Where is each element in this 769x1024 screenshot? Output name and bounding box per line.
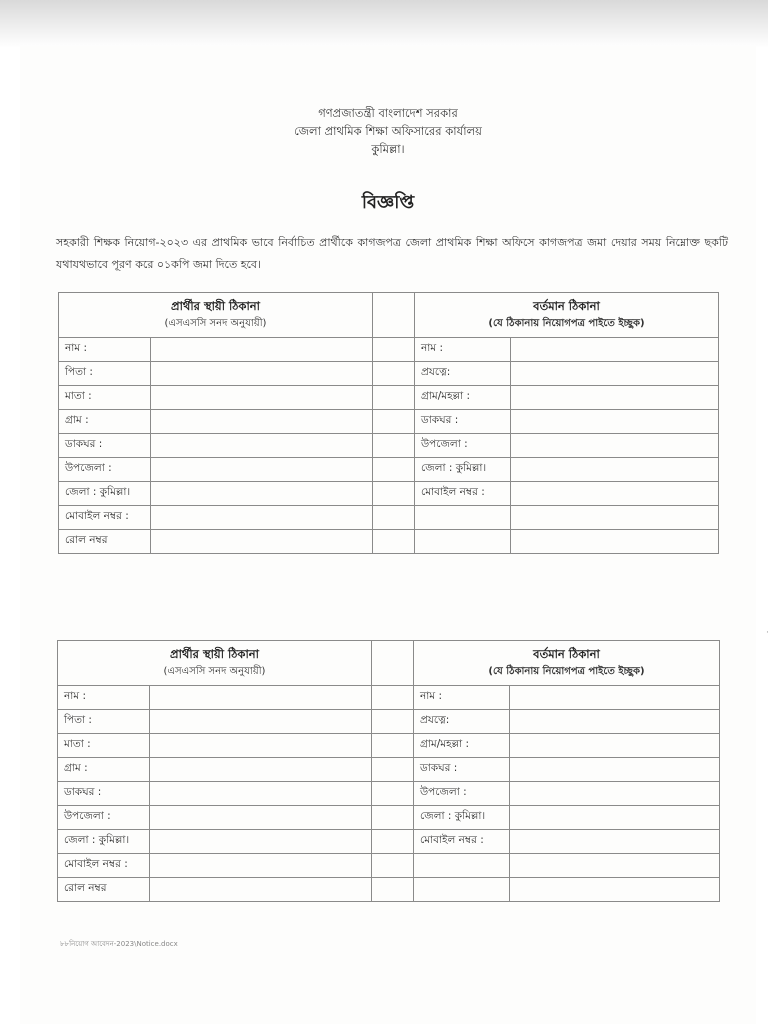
left-value-field[interactable] <box>151 458 373 482</box>
right-label: জেলা : কুমিল্লা। <box>414 806 510 830</box>
left-label: মোবাইল নম্বর : <box>59 506 151 530</box>
left-label: রোল নম্বর <box>59 530 151 554</box>
present-address-title: বর্তমান ঠিকানা <box>533 647 600 661</box>
form-row <box>58 782 720 806</box>
spacer-cell <box>372 641 414 686</box>
left-value-field[interactable] <box>150 782 372 806</box>
left-value-field[interactable] <box>150 806 372 830</box>
left-value-field[interactable] <box>150 686 372 710</box>
notice-title: বিজ্ঞপ্তি <box>361 192 415 213</box>
left-value-field[interactable] <box>151 410 373 434</box>
spacer-cell <box>372 710 414 734</box>
left-value-field[interactable] <box>151 506 373 530</box>
left-value-field[interactable] <box>150 734 372 758</box>
notice-body: সহকারী শিক্ষক নিয়োগ-২০২৩ এর প্রাথমিক ভাবে নির্বাচিত প্রার্থীকে কাগজপত্র জেলা প্রাথমিক শিক্ষা অফিসে কাগজপত্র জমা দেয়ার সময় নিম্নোক্ত ছকটি যথাযথভাবে পূরণ করে ০১কপি জমা দিতে হবে। <box>56 236 728 271</box>
left-label: জেলা : কুমিল্লা। <box>59 482 151 506</box>
form-row <box>58 830 720 854</box>
left-value-field[interactable] <box>151 434 373 458</box>
form-row <box>58 686 720 710</box>
right-value-field[interactable] <box>510 710 720 734</box>
right-label: উপজেলা : <box>415 434 511 458</box>
header-government: গণপ্রজাতন্ত্রী বাংলাদেশ সরকার <box>318 106 458 120</box>
left-label: পিতা : <box>59 362 151 386</box>
left-value-field[interactable] <box>150 854 372 878</box>
spacer-cell <box>372 686 414 710</box>
right-label <box>414 878 510 902</box>
form-row <box>59 386 719 410</box>
right-value-field[interactable] <box>511 434 719 458</box>
permanent-address-header <box>59 293 373 338</box>
spacer-cell <box>373 293 415 338</box>
form-row <box>59 410 719 434</box>
right-value-field[interactable] <box>511 482 719 506</box>
spacer-cell <box>373 386 415 410</box>
left-value-field[interactable] <box>150 710 372 734</box>
form-row <box>58 878 720 902</box>
right-label: নাম : <box>414 686 510 710</box>
right-value-field[interactable] <box>510 758 720 782</box>
right-label: প্রযত্নে: <box>415 362 511 386</box>
right-value-field[interactable] <box>511 506 719 530</box>
form-row <box>58 806 720 830</box>
spacer-cell <box>373 506 415 530</box>
form-row <box>58 758 720 782</box>
spacer-cell <box>373 434 415 458</box>
right-label: ডাকঘর : <box>415 410 511 434</box>
right-label: মোবাইল নম্বর : <box>415 482 511 506</box>
spacer-cell <box>372 782 414 806</box>
left-value-field[interactable] <box>151 530 373 554</box>
spacer-cell <box>372 758 414 782</box>
spacer-cell <box>372 854 414 878</box>
form-row <box>58 734 720 758</box>
right-value-field[interactable] <box>510 782 720 806</box>
left-label: মোবাইল নম্বর : <box>58 854 150 878</box>
present-address-header <box>414 641 720 686</box>
left-label: ডাকঘর : <box>58 782 150 806</box>
left-label: উপজেলা : <box>58 806 150 830</box>
left-value-field[interactable] <box>150 830 372 854</box>
form-row <box>59 458 719 482</box>
permanent-address-title: প্রার্থীর স্থায়ী ঠিকানা <box>169 647 260 661</box>
present-address-title: বর্তমান ঠিকানা <box>533 299 600 313</box>
left-label: গ্রাম : <box>59 410 151 434</box>
left-label: নাম : <box>59 338 151 362</box>
right-label: ডাকঘর : <box>414 758 510 782</box>
spacer-cell <box>373 338 415 362</box>
right-value-field[interactable] <box>510 686 720 710</box>
left-label: মাতা : <box>59 386 151 410</box>
left-label: মাতা : <box>58 734 150 758</box>
right-value-field[interactable] <box>511 338 719 362</box>
left-label: পিতা : <box>58 710 150 734</box>
form-row <box>59 482 719 506</box>
right-label <box>414 854 510 878</box>
right-value-field[interactable] <box>510 806 720 830</box>
present-address-subtitle: (যে ঠিকানায় নিয়োগপত্র পাইতে ইচ্ছুক) <box>488 666 645 677</box>
right-value-field[interactable] <box>511 458 719 482</box>
notice-document <box>20 46 769 1024</box>
spacer-cell <box>373 410 415 434</box>
right-value-field[interactable] <box>510 830 720 854</box>
spacer-cell <box>372 806 414 830</box>
spacer-cell <box>373 482 415 506</box>
right-value-field[interactable] <box>511 410 719 434</box>
form-row <box>59 362 719 386</box>
left-value-field[interactable] <box>151 482 373 506</box>
office-header <box>20 104 756 158</box>
left-value-field[interactable] <box>151 362 373 386</box>
form-row <box>59 338 719 362</box>
permanent-address-title: প্রার্থীর স্থায়ী ঠিকানা <box>170 299 261 313</box>
left-label: উপজেলা : <box>59 458 151 482</box>
spacer-cell <box>372 830 414 854</box>
header-district: কুমিল্লা। <box>371 142 405 156</box>
right-label: গ্রাম/মহল্লা : <box>414 734 510 758</box>
form-row <box>59 434 719 458</box>
header-office: জেলা প্রাথমিক শিক্ষা অফিসারের কার্যালয় <box>294 124 482 138</box>
address-form-1 <box>58 292 719 554</box>
form-row <box>58 710 720 734</box>
right-value-field[interactable] <box>510 854 720 878</box>
permanent-address-subtitle: (এসএসসি সনদ অনুযায়ী) <box>163 666 266 677</box>
form-row <box>59 506 719 530</box>
spacer-cell <box>373 362 415 386</box>
permanent-address-subtitle: (এসএসসি সনদ অনুযায়ী) <box>164 318 267 329</box>
permanent-address-header <box>58 641 372 686</box>
spacer-cell <box>372 734 414 758</box>
right-value-field[interactable] <box>510 734 720 758</box>
present-address-header <box>415 293 719 338</box>
spacer-cell <box>373 458 415 482</box>
right-label: মোবাইল নম্বর : <box>414 830 510 854</box>
right-label <box>415 530 511 554</box>
right-label: নাম : <box>415 338 511 362</box>
right-value-field[interactable] <box>511 386 719 410</box>
scan-mark: · <box>766 628 769 638</box>
form-row <box>59 530 719 554</box>
right-value-field[interactable] <box>511 362 719 386</box>
scan-top-shadow <box>0 0 768 48</box>
right-label: উপজেলা : <box>414 782 510 806</box>
right-label: প্রযত্নে: <box>414 710 510 734</box>
left-value-field[interactable] <box>151 338 373 362</box>
right-value-field[interactable] <box>510 878 720 902</box>
left-label: ডাকঘর : <box>59 434 151 458</box>
file-path-footer: ৮৮নিয়োগ আবেদন-2023\Notice.docx <box>60 940 178 948</box>
right-value-field[interactable] <box>511 530 719 554</box>
right-label <box>415 506 511 530</box>
form-row <box>58 854 720 878</box>
left-value-field[interactable] <box>150 758 372 782</box>
left-value-field[interactable] <box>151 386 373 410</box>
spacer-cell <box>372 878 414 902</box>
left-value-field[interactable] <box>150 878 372 902</box>
spacer-cell <box>373 530 415 554</box>
right-label: জেলা : কুমিল্লা। <box>415 458 511 482</box>
left-label: নাম : <box>58 686 150 710</box>
left-label: জেলা : কুমিল্লা। <box>58 830 150 854</box>
present-address-subtitle: (যে ঠিকানায় নিয়োগপত্র পাইতে ইচ্ছুক) <box>488 318 645 329</box>
left-label: রোল নম্বর <box>58 878 150 902</box>
right-label: গ্রাম/মহল্লা : <box>415 386 511 410</box>
address-form-2 <box>57 640 720 902</box>
left-label: গ্রাম : <box>58 758 150 782</box>
